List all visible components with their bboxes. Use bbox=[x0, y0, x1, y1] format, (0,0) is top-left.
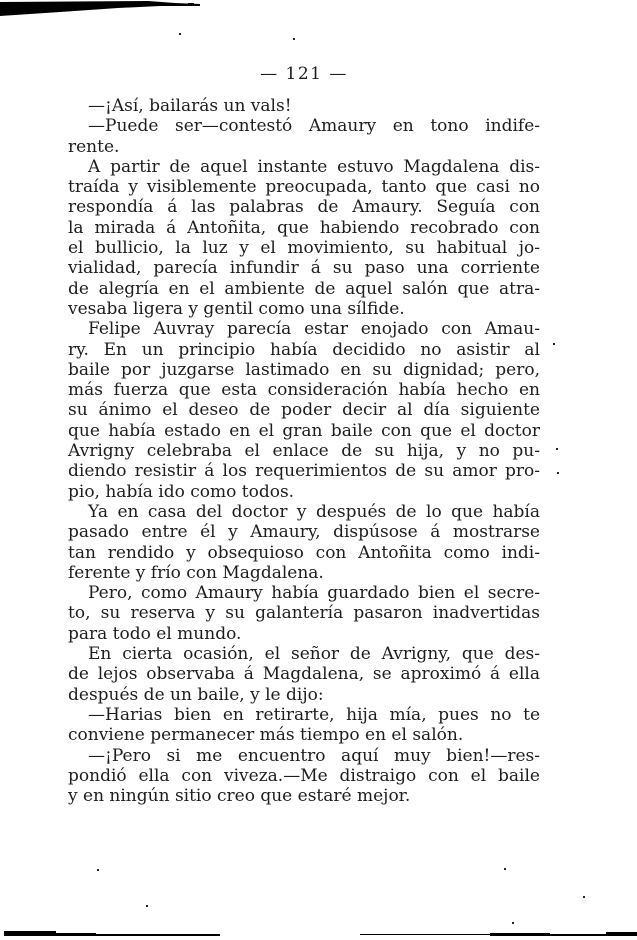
text-line: el bullicio, la luz y el movimiento, su habitual jo- bbox=[68, 238, 540, 259]
scan-speck bbox=[293, 38, 295, 40]
scan-artifact-bottom-left-step bbox=[56, 933, 96, 936]
scan-speck bbox=[504, 868, 506, 870]
page-number: — 121 — bbox=[260, 64, 348, 84]
text-line: de alegría en el ambiente de aquel salón que atra- bbox=[68, 278, 540, 299]
scan-speck bbox=[556, 448, 558, 450]
text-block bbox=[68, 96, 540, 806]
text-line: traída y visiblemente preocupada, tanto que casi no bbox=[68, 177, 540, 198]
text-line: pasado entre él y Amaury, dispúsose á mostrarse bbox=[68, 522, 540, 543]
text-line: —¡Pero si me encuentro aquí muy bien!—res- bbox=[88, 745, 540, 766]
scan-speck bbox=[512, 922, 514, 924]
scan-speck bbox=[583, 896, 585, 898]
scan-speck bbox=[179, 33, 181, 35]
text-line: ferente y frío con Magdalena. bbox=[68, 562, 324, 583]
text-line: su ánimo el deseo de poder decir al día siguiente bbox=[68, 400, 540, 421]
text-line: rente. bbox=[68, 136, 120, 157]
scan-speck bbox=[97, 869, 99, 871]
scan-speck bbox=[553, 343, 555, 345]
scan-speck bbox=[557, 472, 559, 474]
text-line: Avrigny celebraba el enlace de su hija, y no pu- bbox=[68, 441, 540, 462]
text-line: —¡Así, bailarás un vals! bbox=[88, 96, 292, 116]
text-line: Ya en casa del doctor y después de lo que había bbox=[88, 501, 540, 522]
text-line: de lejos observaba á Magdalena, se aproximó á ella bbox=[68, 664, 540, 685]
text-line: vialidad, parecía infundir á su paso una corriente bbox=[68, 258, 540, 279]
text-line: —Harias bien en retirarte, hija mía, pues no te bbox=[88, 704, 540, 725]
text-line: vesaba ligera y gentil como una sílfide. bbox=[68, 298, 405, 319]
scan-artifact-bottom-left-blob bbox=[4, 931, 56, 936]
text-line: Pero, como Amaury había guardado bien el secre- bbox=[88, 583, 540, 604]
text-line: En cierta ocasión, el señor de Avrigny, que des- bbox=[88, 644, 540, 665]
scan-artifact-bottom-right-tail bbox=[550, 934, 610, 936]
text-line: to, su reserva y su galantería pasaron inadvertidas bbox=[68, 603, 540, 624]
scan-artifact-bottom-right-corner bbox=[606, 932, 637, 936]
scan-artifact-bottom-left-line bbox=[96, 934, 220, 936]
text-line: para todo el mundo. bbox=[68, 623, 242, 644]
text-line: A partir de aquel instante estuvo Magdalena dis- bbox=[88, 156, 540, 177]
text-line: después de un baile, y le dijo: bbox=[68, 684, 324, 705]
scan-artifact-bottom-right-line bbox=[360, 934, 490, 935]
text-line: —Puede ser—contestó Amaury en tono indife- bbox=[88, 116, 540, 137]
text-line: tan rendido y obsequioso con Antoñita como indi- bbox=[68, 542, 540, 563]
text-line: pondió ella con viveza.—Me distraigo con el baile bbox=[68, 765, 540, 786]
text-line: pio, había ido como todos. bbox=[68, 481, 295, 502]
text-line: ry. En un principio había decidido no asistir al bbox=[68, 339, 540, 360]
scan-artifact-bottom-right-thick bbox=[490, 933, 550, 936]
text-line: que había estado en el gran baile con que el doctor bbox=[68, 420, 540, 441]
text-line: baile por juzgarse lastimado en su dignidad; pero, bbox=[68, 359, 540, 380]
text-line: Felipe Auvray parecía estar enojado con Amau- bbox=[88, 319, 540, 340]
text-line: conviene permanecer más tiempo en el salón. bbox=[68, 725, 464, 746]
text-line: diendo resistir á los requerimientos de su amor pro- bbox=[68, 461, 540, 482]
text-line: la mirada á Antoñita, que habiendo recobrado con bbox=[68, 217, 540, 238]
text-line: y en ningún sitio creo que estaré mejor. bbox=[68, 786, 411, 807]
scan-speck bbox=[146, 905, 148, 907]
text-line: más fuerza que esta consideración había hecho en bbox=[68, 380, 540, 401]
scan-artifact-top-wedge bbox=[0, 0, 637, 20]
text-line: respondía á las palabras de Amaury. Seguía con bbox=[68, 197, 540, 218]
